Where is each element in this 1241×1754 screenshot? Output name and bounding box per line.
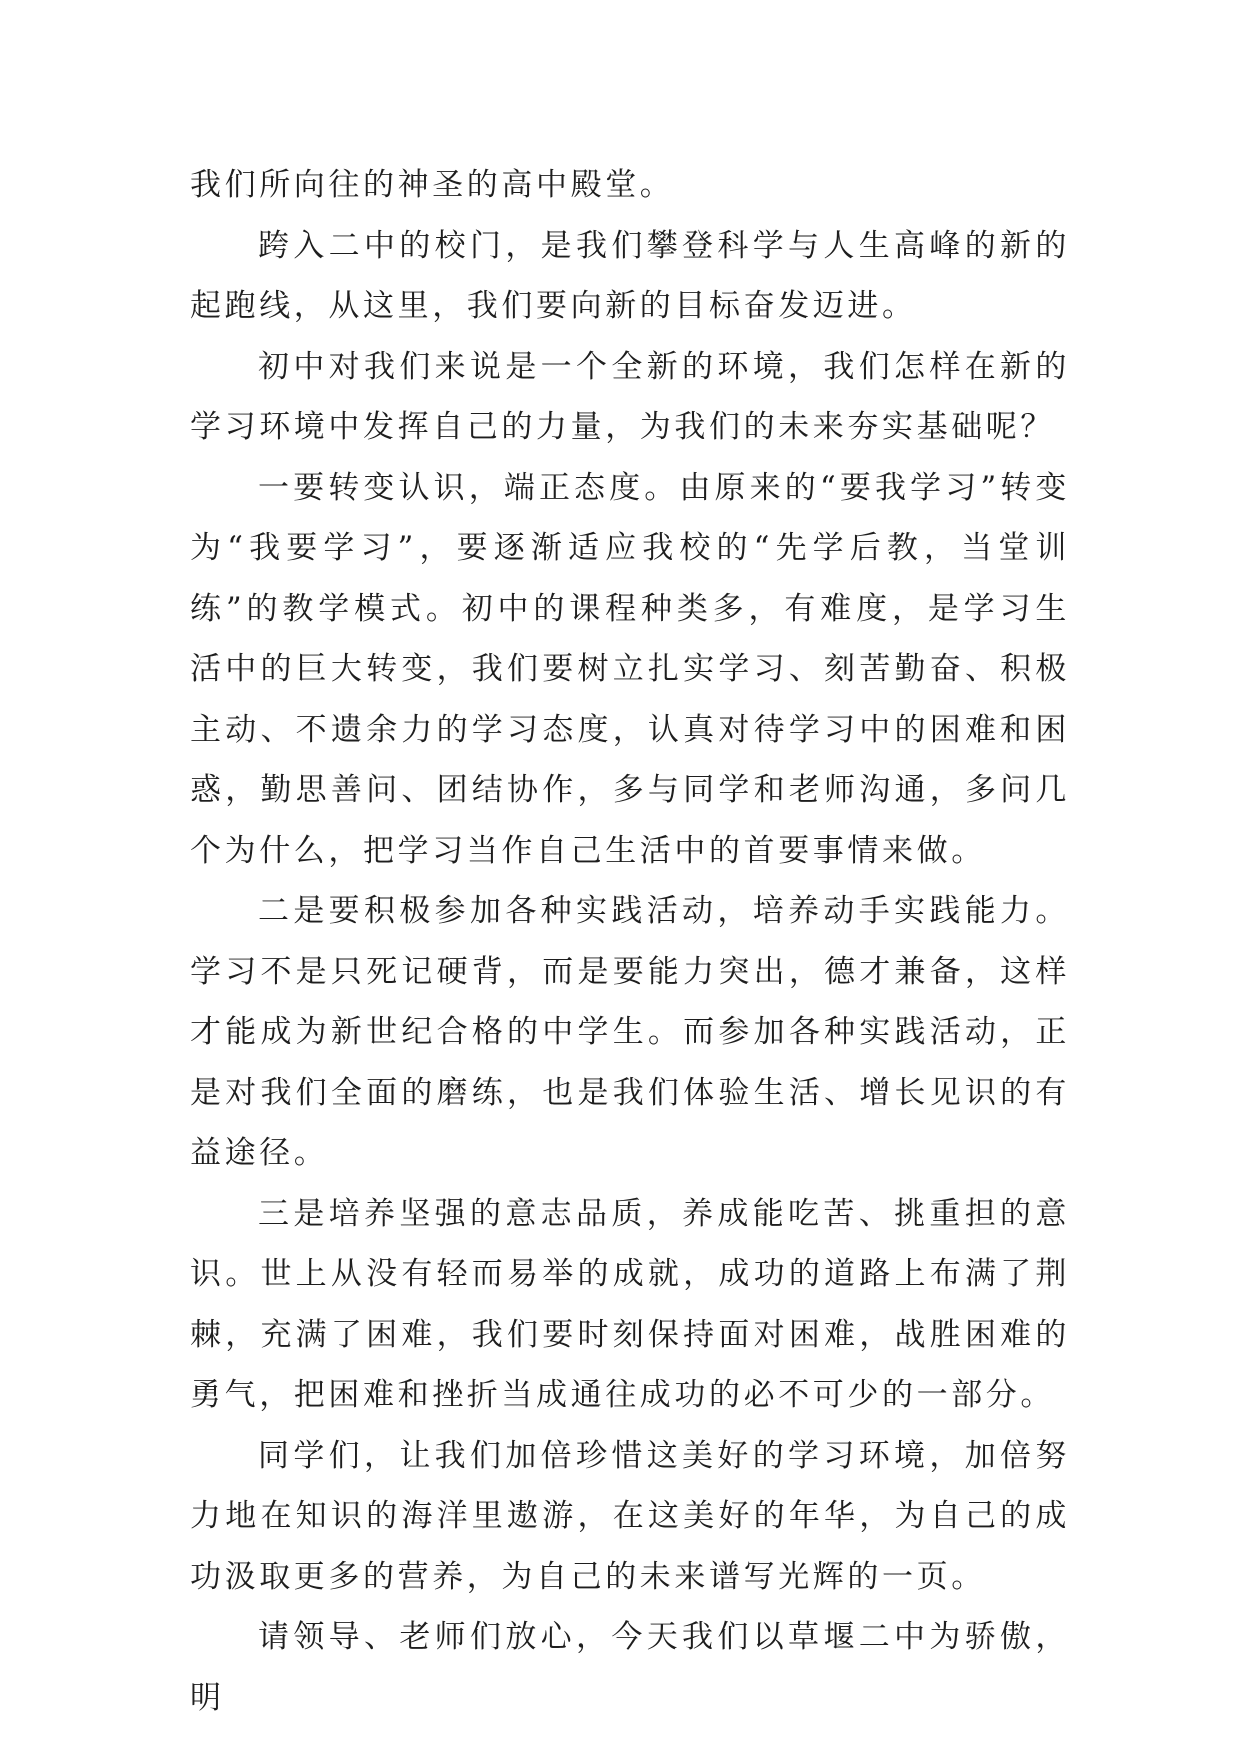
- paragraph-practice-activities: 二是要积极参加各种实践活动，培养动手实践能力。学习不是只死记硬背，而是要能力突出，德才兼备，这样才能成为新世纪合格的中学生。而参加各种实践活动，正是对我们全面的磨练，也是我们体验生活、增长见识的有益途径。: [190, 893, 1070, 1171]
- document-body: [190, 155, 1070, 1728]
- paragraph-continuation: 我们所向往的神圣的高中殿堂。: [190, 167, 675, 203]
- paragraph-strong-will: 三是培养坚强的意志品质，养成能吃苦、挑重担的意识。世上从没有轻而易举的成就，成功的道路上布满了荆棘，充满了困难，我们要时刻保持面对困难，战胜困难的勇气，把困难和挫折当成通往成功的必不可少的一部分。: [190, 1195, 1070, 1413]
- paragraph-closing: 请领导、老师们放心，今天我们以草堰二中为骄傲，明: [190, 1619, 1070, 1716]
- paragraph-new-environment: 初中对我们来说是一个全新的环境，我们怎样在新的学习环境中发挥自己的力量，为我们的未来夯实基础呢？: [190, 348, 1070, 445]
- paragraph-change-attitude: 一要转变认识，端正态度。由原来的“要我学习”转变为“我要学习”，要逐渐适应我校的“先学后教，当堂训练”的教学模式。初中的课程种类多，有难度，是学习生活中的巨大转变，我们要树立扎实学习、刻苦勤奋、积极主动、不遗余力的学习态度，认真对待学习中的困难和困惑，勤思善问、团结协作，多与同学和老师沟通，多问几个为什么，把学习当作自己生活中的首要事情来做。: [190, 469, 1070, 869]
- paragraph-cherish-environment: 同学们，让我们加倍珍惜这美好的学习环境，加倍努力地在知识的海洋里遨游，在这美好的年华，为自己的成功汲取更多的营养，为自己的未来谱写光辉的一页。: [190, 1437, 1070, 1595]
- paragraph-school-gate: 跨入二中的校门，是我们攀登科学与人生高峰的新的起跑线，从这里，我们要向新的目标奋发迈进。: [190, 227, 1070, 324]
